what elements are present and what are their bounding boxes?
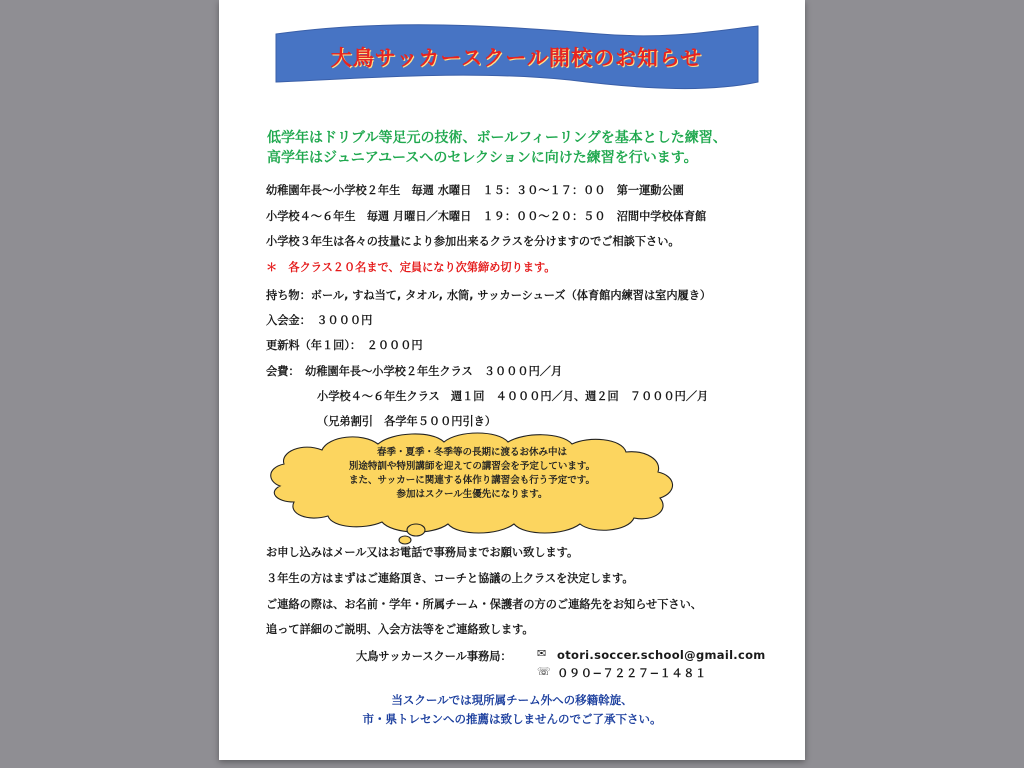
intro-line-2: 高学年はジュニアユースへのセレクションに向けた練習を行います。 <box>267 150 698 166</box>
page-title: 大鳥サッカースクール開校のお知らせ <box>330 46 703 70</box>
entry-fee: 入会金： ３０００円 <box>266 314 373 327</box>
schedule-line-2: 小学校４〜６年生 毎週 月曜日／木曜日 １９：００〜２０：５０ 沼間中学校体育館 <box>266 210 707 223</box>
schedule-line-1: 幼稚園年長〜小学校２年生 毎週 水曜日 １５：３０〜１７：００ 第一運動公園 <box>266 184 684 197</box>
closing-line-3: ご連絡の際は、お名前・学年・所属チーム・保護者の方のご連絡先をお知らせ下さい、 <box>266 598 702 611</box>
cloud-line-3: また、サッカーに関連する体作り講習会も行う予定です。 <box>348 475 596 486</box>
office-email[interactable]: otori.soccer.school@gmail.com <box>557 648 766 662</box>
footer-line-2: 市・県トレセンへの推薦は致しませんのでご了承下さい。 <box>362 712 662 726</box>
office-label: 大鳥サッカースクール事務局： <box>356 650 512 663</box>
closing-line-1: お申し込みはメール又はお電話で事務局までお願い致します。 <box>266 546 579 559</box>
capacity-notice: ＊ 各クラス２０名まで、定員になり次第締め切ります。 <box>266 261 556 274</box>
sibling-discount: （兄弟割引 各学年５００円引き） <box>317 415 497 428</box>
cloud-line-4: 参加はスクール生優先になります。 <box>396 489 548 500</box>
items-line: 持ち物：ボール, すね当て, タオル, 水筒, サッカーシューズ（体育館内練習は室内履き） <box>266 289 712 302</box>
monthly-fee-line-2: 小学校４〜６年生クラス 週１回 ４０００円／月、週２回 ７０００円／月 <box>317 390 709 403</box>
title-banner <box>270 20 763 92</box>
closing-line-4: 追って詳細のご説明、入会方法等をご連絡致します。 <box>266 623 534 636</box>
cloud-line-1: 春季・夏季・冬季等の長期に渡るお休み中は <box>376 447 567 458</box>
telephone-icon: ☏ <box>537 665 551 678</box>
office-phone[interactable]: ０９０−７２２７−１４８１ <box>557 666 707 680</box>
monthly-fee-line-1: 会費： 幼稚園年長〜小学校２年生クラス ３０００円／月 <box>266 365 563 378</box>
seminar-cloud <box>262 430 682 545</box>
renewal-fee: 更新料（年１回）： ２０００円 <box>266 339 423 352</box>
envelope-icon: ✉ <box>537 647 547 660</box>
closing-line-2: ３年生の方はまずはご連絡頂き、コーチと協議の上クラスを決定します。 <box>266 572 634 585</box>
intro-line-1: 低学年はドリブル等足元の技術、ボールフィーリングを基本とした練習、 <box>267 130 727 146</box>
schedule-line-3: 小学校３年生は各々の技量により参加出来るクラスを分けますのでご相談下さい。 <box>266 235 680 248</box>
document-page <box>219 0 805 760</box>
footer-line-1: 当スクールでは現所属チーム外への移籍斡旋、 <box>391 693 633 707</box>
cloud-line-2: 別途特訓や特別講師を迎えての講習会を予定しています。 <box>348 461 596 472</box>
